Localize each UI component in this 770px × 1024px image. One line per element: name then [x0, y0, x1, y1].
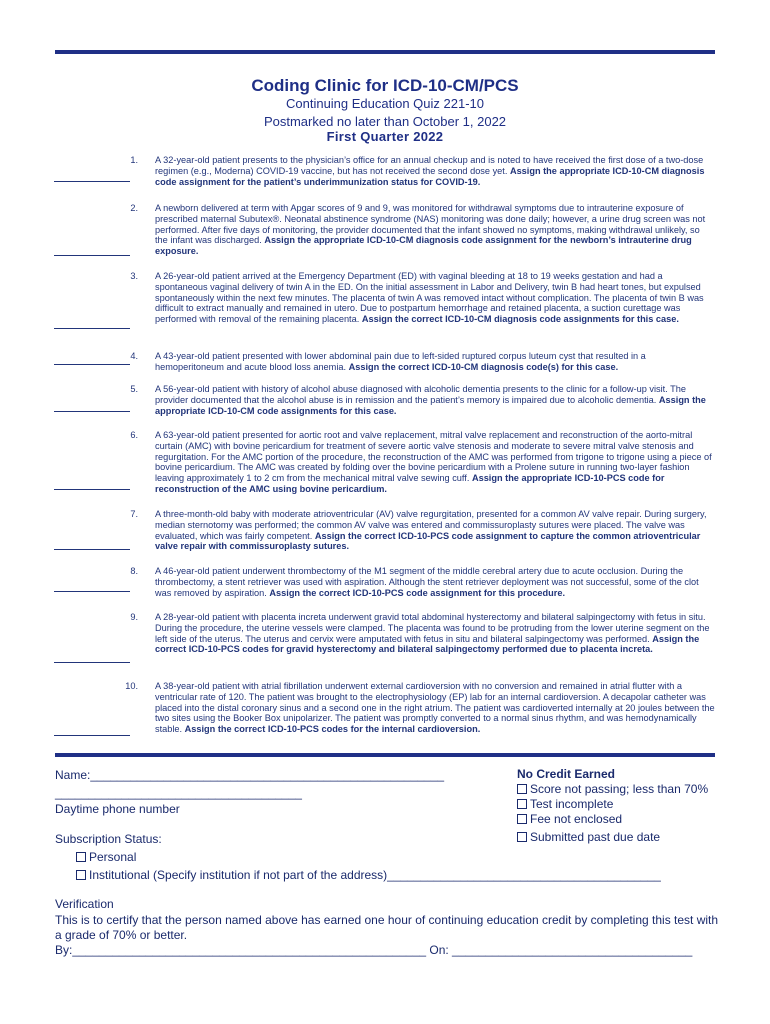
answer-blank[interactable]	[54, 662, 130, 663]
question-number: 7.	[130, 509, 138, 519]
score-checkbox[interactable]	[517, 784, 527, 794]
quiz-number: Continuing Education Quiz 221-10	[285, 96, 485, 111]
question-text: A 28-year-old patient with placenta increta underwent gravid total abdominal hysterectomy and bilateral salpingectomy with fetus in situ. During the procedure, the uterine vessels were clamped. The placenta was found to be protruding from the lower uterine segment on the left side of the uterus. The uterus and cervix were amputated with fetus in situ and bilateral salpingectomy was performed.	[155, 612, 710, 644]
question-ask: Assign the correct ICD-10-CM diagnosis code(s) for this case.	[348, 361, 619, 372]
top-rule	[55, 50, 715, 54]
answer-blank[interactable]	[54, 549, 130, 550]
institutional-option[interactable]	[76, 868, 661, 882]
question-text: A three-month-old baby with moderate atrioventricular (AV) valve regurgitation, presented for a common AV valve repair. During surgery, median sternotomy was performed; the common AV valve was entered and commissuroplasty sutures were placed. The valve was evaluated, which was fairly competent.	[155, 509, 707, 541]
question-text: A 46-year-old patient underwent thrombectomy of the M1 segment of the middle cerebral artery due to acute occlusion. During the thrombectomy, a stent retriever was used with aspiration. Although the stent retriever deployment was not successful, some of the clot was removed by aspiration.	[155, 566, 699, 598]
question-number: 8.	[130, 566, 138, 576]
question-text: A 32-year-old patient presents to the physician’s office for an annual checkup and is noted to have received the first dose of a two-dose regimen (e.g., Moderna) COVID-19 vaccine, but has not received the second dose yet.	[155, 155, 704, 176]
question-number: 1.	[130, 155, 138, 165]
no-credit-option-incomplete[interactable]	[517, 797, 613, 811]
verification-text: This is to certify that the person named above has earned one hour of continuing education credit by completing this test with a grade of 70% or better.	[55, 913, 719, 942]
answer-blank[interactable]	[54, 411, 130, 412]
late-checkbox[interactable]	[517, 832, 527, 842]
postmark-deadline: Postmarked no later than October 1, 2022	[263, 114, 507, 129]
answer-blank[interactable]	[54, 735, 130, 736]
answer-blank[interactable]	[54, 255, 130, 256]
quarter-label: First Quarter 2022	[326, 129, 444, 144]
option-label: Score not passing; less than 70%	[530, 782, 709, 796]
question-ask: Assign the correct ICD-10-CM diagnosis code assignments for this case.	[361, 314, 679, 325]
institutional-checkbox[interactable]	[76, 870, 86, 880]
answer-blank[interactable]	[54, 489, 130, 490]
name-field-line2[interactable]: _____________________________________	[55, 786, 302, 800]
question-number: 9.	[130, 612, 138, 622]
fee-checkbox[interactable]	[517, 814, 527, 824]
signature-line[interactable]: By:_____________________________________________________ On: ____________________________________	[55, 943, 693, 957]
answer-blank[interactable]	[54, 181, 130, 182]
verification-title: Verification	[55, 897, 114, 911]
question-number: 3.	[130, 271, 138, 281]
question-ask: Assign the appropriate ICD-10-CM diagnosis code assignment for the newborn’s intrauterine drug exposure.	[155, 235, 692, 257]
question-number: 5.	[130, 384, 138, 394]
question-ask: Assign the correct ICD-10-PCS codes for gravid hysterectomy and bilateral salpingectomy performed due to placenta increta.	[155, 633, 700, 655]
question-text: A 26-year-old patient arrived at the Emergency Department (ED) with vaginal bleeding at 18 to 19 weeks gestation and had a spontaneous vaginal delivery of twin A in the ED. On the initial assessment in Labor and Delivery, twin B had heart tones, but expulsed spontaneously within the next few minutes. The placenta of twin A was removed intact without complication. The placenta of twin B was difficult to extract manually and remained in utero. Due to postpartum hemorrhage and retained placenta, a suction curettage was performed with removal of the remaining placenta.	[155, 271, 704, 325]
option-label: Test incomplete	[530, 797, 614, 811]
answer-blank[interactable]	[54, 328, 130, 329]
question-ask: Assign the correct ICD-10-PCS code assignment for this procedure.	[269, 587, 566, 598]
question-ask: Assign the appropriate ICD-10-CM diagnosis code assignment for the patient’s underimmunization status for COVID-19.	[155, 165, 705, 187]
question-ask: Assign the appropriate ICD-10-PCS code for reconstruction of the AMC using bovine pericardium.	[155, 473, 665, 494]
name-field[interactable]: Name:_____________________________________________________	[55, 768, 445, 782]
section-divider	[55, 753, 715, 757]
personal-option[interactable]	[76, 850, 136, 864]
answer-blank[interactable]	[54, 591, 130, 592]
personal-checkbox[interactable]	[76, 852, 86, 862]
question-number: 4.	[130, 351, 138, 361]
phone-label: Daytime phone number	[55, 802, 180, 816]
question-number: 2.	[130, 203, 138, 213]
no-credit-option-late[interactable]	[517, 830, 660, 844]
question-text: A 38-year-old patient with atrial fibrillation underwent external cardioversion with no conversion and remained in atrial flutter with a ventricular rate of 120. The patient was brought to the electrophysiology (EP) lab for an internal cardioversion. A decapolar catheter was placed into the distal coronary sinus and a second one in the right atrium. The patient was cardioverted internally at 20 joules between the two sites using the Booker Box unipolarizer. The patient was promptly converted to a normal sinus rhythm, and was hemodynamically stable.	[155, 681, 715, 735]
question-ask: Assign the correct ICD-10-PCS codes for the internal cardioversion.	[184, 724, 481, 735]
institutional-label: Institutional (Specify institution if not part of the address)_________________________________________	[89, 868, 661, 882]
option-label: Submitted past due date	[530, 830, 661, 844]
incomplete-checkbox[interactable]	[517, 799, 527, 809]
question-number: 6.	[130, 430, 138, 440]
answer-blank[interactable]	[54, 364, 130, 365]
no-credit-option-score[interactable]	[517, 782, 708, 796]
no-credit-title: No Credit Earned	[517, 767, 616, 781]
question-ask: Assign the correct ICD-10-PCS code assignment to capture the common atrioventricular valve repair with commissuroplasty sutures.	[155, 530, 701, 552]
question-ask: Assign the appropriate ICD-10-CM code assignments for this case.	[155, 394, 706, 416]
page-title: Coding Clinic for ICD-10-CM/PCS	[251, 76, 519, 95]
no-credit-option-fee[interactable]	[517, 812, 622, 826]
question-text: A 56-year-old patient with history of alcohol abuse diagnosed with alcoholic dementia presents to the clinic for a follow-up visit. The provider documented that the alcohol abuse is in remission and the patient’s memory is impaired due to alcoholic dementia.	[155, 384, 686, 405]
personal-label: Personal	[89, 850, 137, 864]
question-text: A newborn delivered at term with Apgar scores of 9 and 9, was monitored for withdrawal symptoms due to intrauterine exposure of prescribed maternal Subutex®. Neonatal abstinence syndrome (NAS) monitoring was done daily; however, a urine drug screen was not performed. After five days of monitoring, the provider documented that the infant showed no symptoms, making withdrawal unlikely, so the infant was discharged.	[155, 203, 706, 246]
question-text: A 43-year-old patient presented with lower abdominal pain due to left-sided ruptured corpus luteum cyst that resulted in a hemoperitoneum and acute blood loss anemia.	[155, 351, 646, 372]
subscription-label: Subscription Status:	[55, 832, 162, 846]
question-text: A 63-year-old patient presented for aortic root and valve replacement, mitral valve replacement and reconstruction of the aorto-mitral curtain (AMC) with bovine pericardium for treatment of severe aortic valve stenosis and moderate to severe mitral valve stenosis and regurgitation. For the AMC portion of the procedure, the reconstruction of the AMC was performed from trigone to trigone using a piece of bovine pericardium. The AMC was created by folding over the bovine pericardium with a Prolene suture in running two-layer fashion leaving approximately 1 to 2 cm from the mechanical mitral valve sewing cuff.	[155, 430, 712, 484]
question-number: 10.	[125, 681, 138, 691]
option-label: Fee not enclosed	[530, 812, 623, 826]
